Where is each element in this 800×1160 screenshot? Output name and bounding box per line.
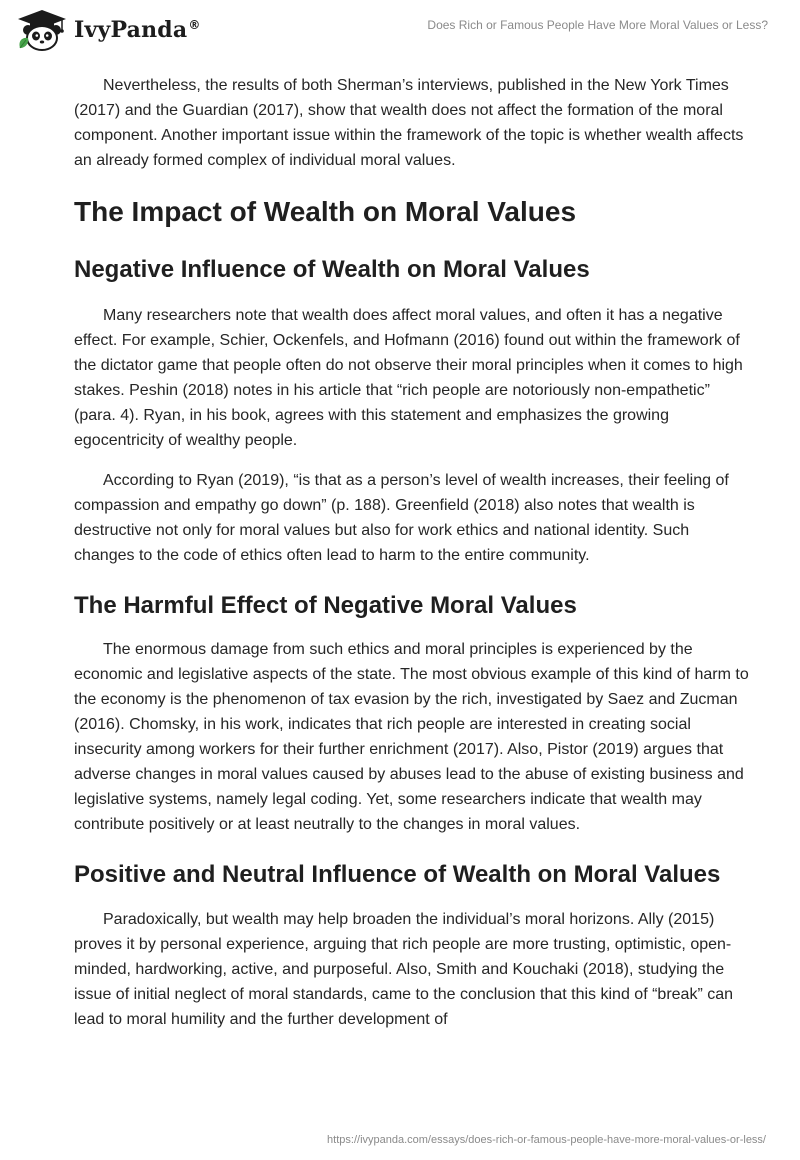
intro-paragraph: Nevertheless, the results of both Sherman’s interviews, published in the New York Times (2017) and the Guardian (2017), show that wealth does not affect the formation of the moral component. Another important issue within the framework of the topic is whether wealth affects an already formed complex of individual moral values. xyxy=(74,77,744,169)
main-heading: The Impact of Wealth on Moral Values xyxy=(74,196,577,227)
essay-content xyxy=(74,70,750,1032)
section-heading-positive: Positive and Neutral Influence of Wealth on Moral Values xyxy=(74,861,721,888)
paragraph: The enormous damage from such ethics and moral principles is experienced by the economic and legislative aspects of the state. The most obvious example of this kind of harm to the economy is the phenomenon of tax evasion by the rich, investigated by Saez and Zucman (2016). Chomsky, in his work, indicates that rich people are interested in creating social insecurity among workers for their further enrichment (2017). Also, Pistor (2019) argues that adverse changes in moral values caused by abuses lead to the abuse of existing business and legislative systems, namely legal coding. Yet, some researchers indicate that wealth may contribute positively or at least neutrally to the changes in moral values. xyxy=(74,641,749,833)
paragraph: Paradoxically, but wealth may help broaden the individual’s moral horizons. Ally (2015) proves it by personal experience, arguing that rich people are more trusting, optimistic, open-minded, hardworking, active, and purposeful. Also, Smith and Kouchaki (2018), studying the issue of initial neglect of moral standards, came to the conclusion that this kind of “break” can lead to moral humility and the further development of xyxy=(74,911,734,1028)
section-heading-negative: Negative Influence of Wealth on Moral Values xyxy=(74,256,590,283)
panda-graduate-logo-icon xyxy=(16,8,68,52)
registered-mark: ® xyxy=(188,17,201,32)
document-title: Does Rich or Famous People Have More Moral Values or Less? xyxy=(427,18,768,32)
brand-name: IvyPanda® xyxy=(74,17,201,43)
logo[interactable] xyxy=(16,8,201,52)
paragraph: According to Ryan (2019), “is that as a person’s level of wealth increases, their feeling of compassion and empathy go down” (p. 188). Greenfield (2018) also notes that wealth is destructive not only for moral values but also for work ethics and national identity. Such changes to the code of ethics often lead to harm to the entire community. xyxy=(74,472,729,564)
page-header xyxy=(0,0,800,70)
paragraph: Many researchers note that wealth does affect moral values, and often it has a negative effect. For example, Schier, Ockenfels, and Hofmann (2016) found out within the framework of the dictator game that people often do not observe their moral principles when it comes to high stakes. Peshin (2018) notes in his article that “rich people are notoriously non-empathetic” (para. 4). Ryan, in his book, agrees with this statement and emphasizes the growing egocentricity of wealthy people. xyxy=(74,307,743,449)
section-heading-harmful: The Harmful Effect of Negative Moral Values xyxy=(74,592,577,619)
source-url[interactable]: https://ivypanda.com/essays/does-rich-or-famous-people-have-more-moral-values-or-less/ xyxy=(327,1134,766,1146)
